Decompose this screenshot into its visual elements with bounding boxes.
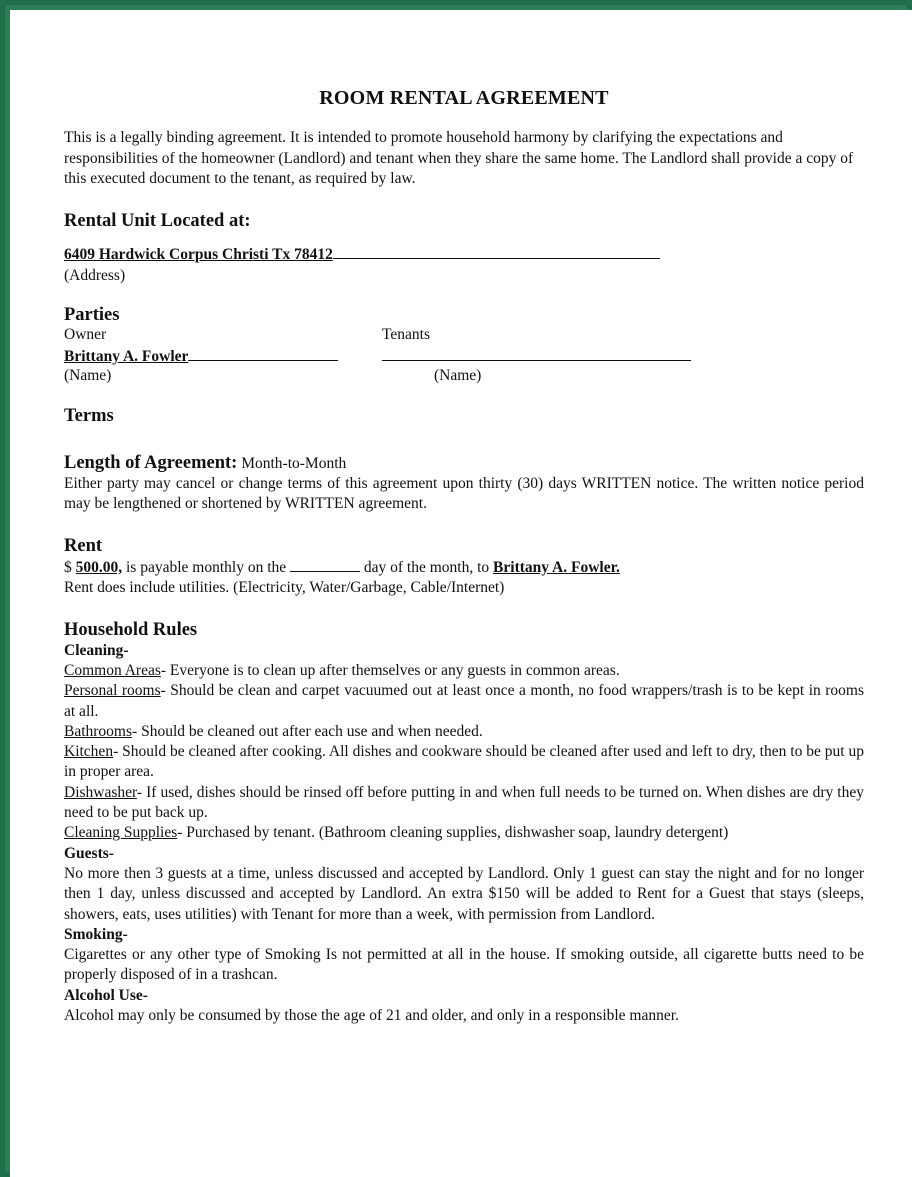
smoking-text: Cigarettes or any other type of Smoking Is not permitted at all in the house. If smoking outside, all cigarette butts need to be properly disposed of in a trashcan. [64, 946, 864, 984]
length-text: Either party may cancel or change terms of this agreement upon thirty (30) days WRITTEN notice. The written notice period may be lengthened or shortened by WRITTEN agreement. [64, 474, 864, 513]
cleaning-item-text: - If used, dishes should be rinsed off before putting in and when full needs to be turned on. When dishes are dry they need to be put back up. [64, 783, 864, 822]
length-line [64, 453, 864, 474]
household-rules-heading: Household Rules [64, 620, 198, 641]
address-line [64, 244, 864, 265]
cleaning-item-text: - Should be cleaned after cooking. All dishes and cookware should be cleaned after used and left to dry, then to be put up in proper area. [64, 743, 864, 781]
rent-amount: 500.00, [75, 558, 123, 576]
cleaning-item-text: - Everyone is to clean up after themselves or any guests in common areas. [160, 661, 620, 679]
rent-text-1: is payable monthly on the [126, 558, 287, 576]
cleaning-item [64, 722, 864, 742]
document-content [64, 88, 864, 1026]
cleaning-item-text: - Should be cleaned out after each use and when needed. [132, 722, 483, 740]
terms-heading: Terms [64, 406, 114, 427]
address-blank [333, 244, 660, 259]
cleaning-label: Cleaning- [64, 641, 129, 659]
address-value: 6409 Hardwick Corpus Christi Tx 78412 [64, 246, 333, 264]
rent-currency: $ [64, 558, 72, 576]
rent-heading: Rent [64, 536, 103, 557]
intro-paragraph: This is a legally binding agreement. It is intended to promote household harmony by clarifying the expectations and responsibilities of the homeowner (Landlord) and tenant when they share the same home. The Landlord shall provide a copy of this executed document to the tenant, as required by law. [64, 129, 854, 187]
cleaning-item [64, 823, 864, 843]
cleaning-item [64, 661, 864, 681]
parties-labels-row [64, 325, 864, 345]
length-heading: Length of Agreement: [64, 452, 238, 473]
parties-heading: Parties [64, 305, 120, 326]
cleaning-item-text: - Purchased by tenant. (Bathroom cleaning supplies, dishwasher soap, laundry detergent) [177, 824, 729, 842]
rent-line [64, 557, 864, 578]
document-title: ROOM RENTAL AGREEMENT [319, 87, 609, 109]
alcohol-label: Alcohol Use- [64, 986, 148, 1004]
tenant-name-label: (Name) [434, 366, 482, 384]
length-value: Month-to-Month [241, 454, 347, 472]
rent-utilities: Rent does include utilities. (Electricity, Water/Garbage, Cable/Internet) [64, 579, 505, 597]
cleaning-item-term: Personal rooms [64, 682, 161, 700]
owner-name-line [64, 348, 338, 365]
cleaning-item-term: Cleaning Supplies [64, 824, 178, 842]
parties-name-labels-row [64, 366, 864, 386]
cleaning-item-text: - Should be clean and carpet vacuumed out at least once a month, no food wrappers/trash is to be kept in rooms at all. [64, 682, 864, 720]
cleaning-item-term: Kitchen [64, 743, 114, 761]
alcohol-text: Alcohol may only be consumed by those the age of 21 and older, and only in a responsible manner. [64, 1006, 679, 1024]
owner-name: Brittany A. Fowler [64, 347, 189, 365]
rent-day-blank [290, 557, 360, 572]
cleaning-item-term: Common Areas [64, 661, 161, 679]
owner-name-blank [188, 346, 338, 361]
tenants-label: Tenants [382, 326, 430, 344]
parties-names-row [64, 346, 864, 366]
cleaning-item [64, 681, 864, 722]
address-label: (Address) [64, 266, 126, 284]
rent-payee: Brittany A. Fowler. [493, 558, 620, 576]
guests-label: Guests- [64, 844, 114, 862]
rental-unit-heading: Rental Unit Located at: [64, 211, 251, 232]
cleaning-item [64, 742, 864, 783]
rent-text-2: day of the month, to [363, 558, 490, 576]
cleaning-item-term: Dishwasher [64, 783, 137, 801]
guests-text: No more then 3 guests at a time, unless discussed and accepted by Landlord. Only 1 guest can stay the night and for no longer then 1 day, unless discussed and accepted by Landlord. An extra $150 will be added to Rent for a Guest that stays (sleeps, showers, eats, uses utilities) with Tenant for more than a week, with permission from Landlord. [64, 864, 864, 923]
smoking-label: Smoking- [64, 925, 128, 943]
owner-name-label: (Name) [64, 366, 112, 384]
tenant-name-blank [382, 346, 691, 361]
document-page [10, 10, 912, 1177]
owner-label: Owner [64, 326, 107, 344]
cleaning-item [64, 783, 864, 824]
tenant-name-line [382, 346, 691, 367]
cleaning-item-term: Bathrooms [64, 722, 133, 740]
